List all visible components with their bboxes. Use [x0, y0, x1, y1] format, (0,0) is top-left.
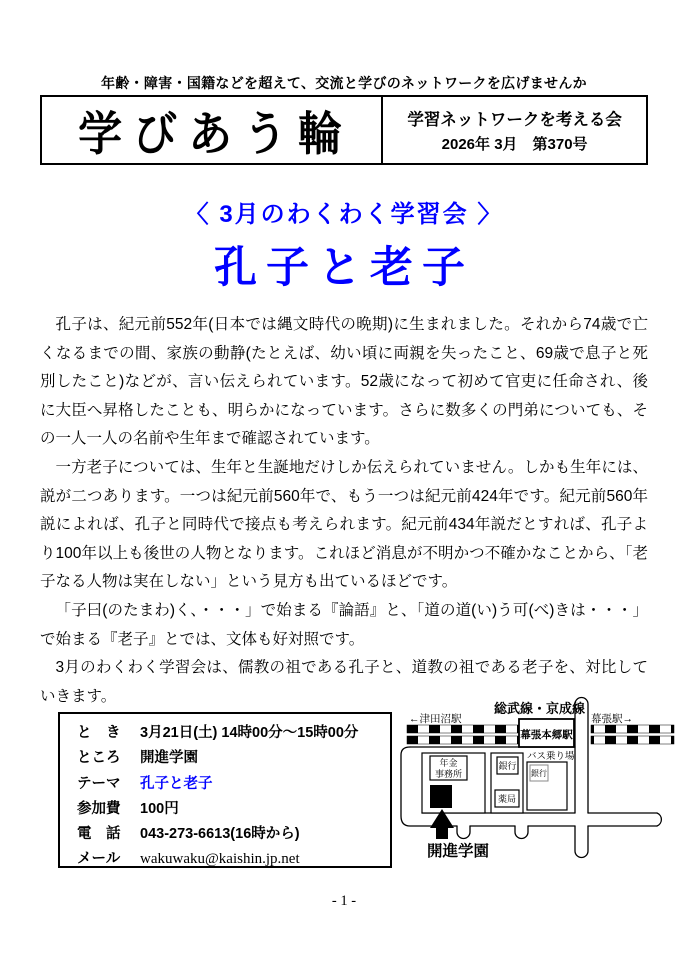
session-subtitle: 〈 3月のわくわく学習会 〉: [184, 201, 504, 228]
info-row-date: [77, 721, 390, 746]
info-label: 参加費: [77, 800, 121, 817]
info-row-mail: [77, 847, 390, 872]
label-pension-office-2: 事務所: [434, 769, 463, 779]
info-row-theme: [77, 772, 390, 797]
access-map-svg: [397, 688, 687, 868]
label-bus-stop: バス乗り場: [527, 751, 575, 762]
label-bank2: 銀行: [531, 769, 547, 778]
masthead-issue-cell: [383, 97, 646, 163]
info-label: テーマ: [77, 775, 121, 792]
newsletter-title: 学びあう輪: [78, 107, 354, 162]
paragraph: 「子曰(のたまわ)く、・・・」で始まる『論語』と、「道の道(い)う可(べ)きは・・・」で始まる『老子』とでは、文体も好対照です。: [40, 601, 648, 648]
paragraph: 一方老子については、生年と生誕地だけしか伝えられていません。しかも生年には、説が二つあります。一つは紀元前560年で、もう一つは紀元前424年です。紀元前560年説によれば、孔子と同時代で接点も考えられます。紀元前434年説だとすれば、孔子より100年以上も後世の人物となります。これほど消息が不明かつ不確かなことから、「老子なる人物は実在しない」という見方も出ているほどです。: [40, 458, 648, 591]
label-pharmacy: 薬局: [497, 794, 517, 804]
info-row-place: [77, 746, 390, 771]
info-value-phone: 043-273-6613(16時から): [140, 826, 300, 843]
event-info-box: [58, 712, 392, 868]
info-row-fee: [77, 797, 390, 822]
access-map: [397, 688, 687, 873]
paragraph: 孔子は、紀元前552年(日本では縄文時代の晩期)に生まれました。それから74歳で亡くなるまでの間、家族の動静(たとえば、幼い頃に両親を失ったこと、69歳で息子と死別したこと)などが、言い伝えられています。52歳になって初めて官吏に任命され、後に大臣へ昇格したことも、明らかになっています。さらに数多くの門弟についても、その一人一人の名前や生年まで確認されています。: [40, 316, 648, 448]
label-makuhari-station: 幕張駅→: [591, 713, 633, 725]
school-building: [430, 785, 452, 808]
info-value-date: 3月21日(土) 14時00分～15時00分: [140, 725, 359, 741]
label-bank: 銀行: [498, 761, 517, 771]
article-title: 孔子と老子: [214, 244, 474, 292]
label-pension-office-1: 年金: [439, 758, 458, 768]
organization-name: 学習ネットワークを考える会: [407, 111, 622, 129]
headline-block: [0, 194, 688, 295]
masthead-box: [40, 95, 648, 165]
label-school: 開進学園: [427, 843, 490, 860]
page-number: - 1 -: [331, 893, 357, 909]
issue-date-number: 2026年 3月 第370号: [441, 136, 588, 153]
label-tsudanuma-station: ←津田沼駅: [409, 713, 462, 725]
info-label: と き: [77, 725, 121, 741]
masthead-title-cell: [42, 97, 383, 163]
label-makuharihongo-station: 幕張本郷駅: [520, 729, 573, 741]
info-row-phone: [77, 822, 390, 847]
info-label: メール: [77, 851, 121, 868]
tagline: 年齢・障害・国籍などを超えて、交流と学びのネットワークを広げませんか: [101, 75, 587, 91]
article-body: [40, 311, 648, 711]
info-label: ところ: [77, 750, 121, 767]
info-value-mail: wakuwaku@kaishin.jp.net: [140, 851, 300, 868]
info-label: 電 話: [77, 826, 121, 843]
info-value-place: 開進学園: [140, 750, 198, 767]
label-rail-lines: 総武線・京成線: [494, 701, 586, 716]
info-value-theme: 孔子と老子: [140, 775, 213, 792]
paragraph: 3月のわくわく学習会は、儒教の祖である孔子と、道教の祖である老子を、対比していきます。: [40, 659, 648, 705]
info-value-fee: 100円: [140, 800, 179, 817]
